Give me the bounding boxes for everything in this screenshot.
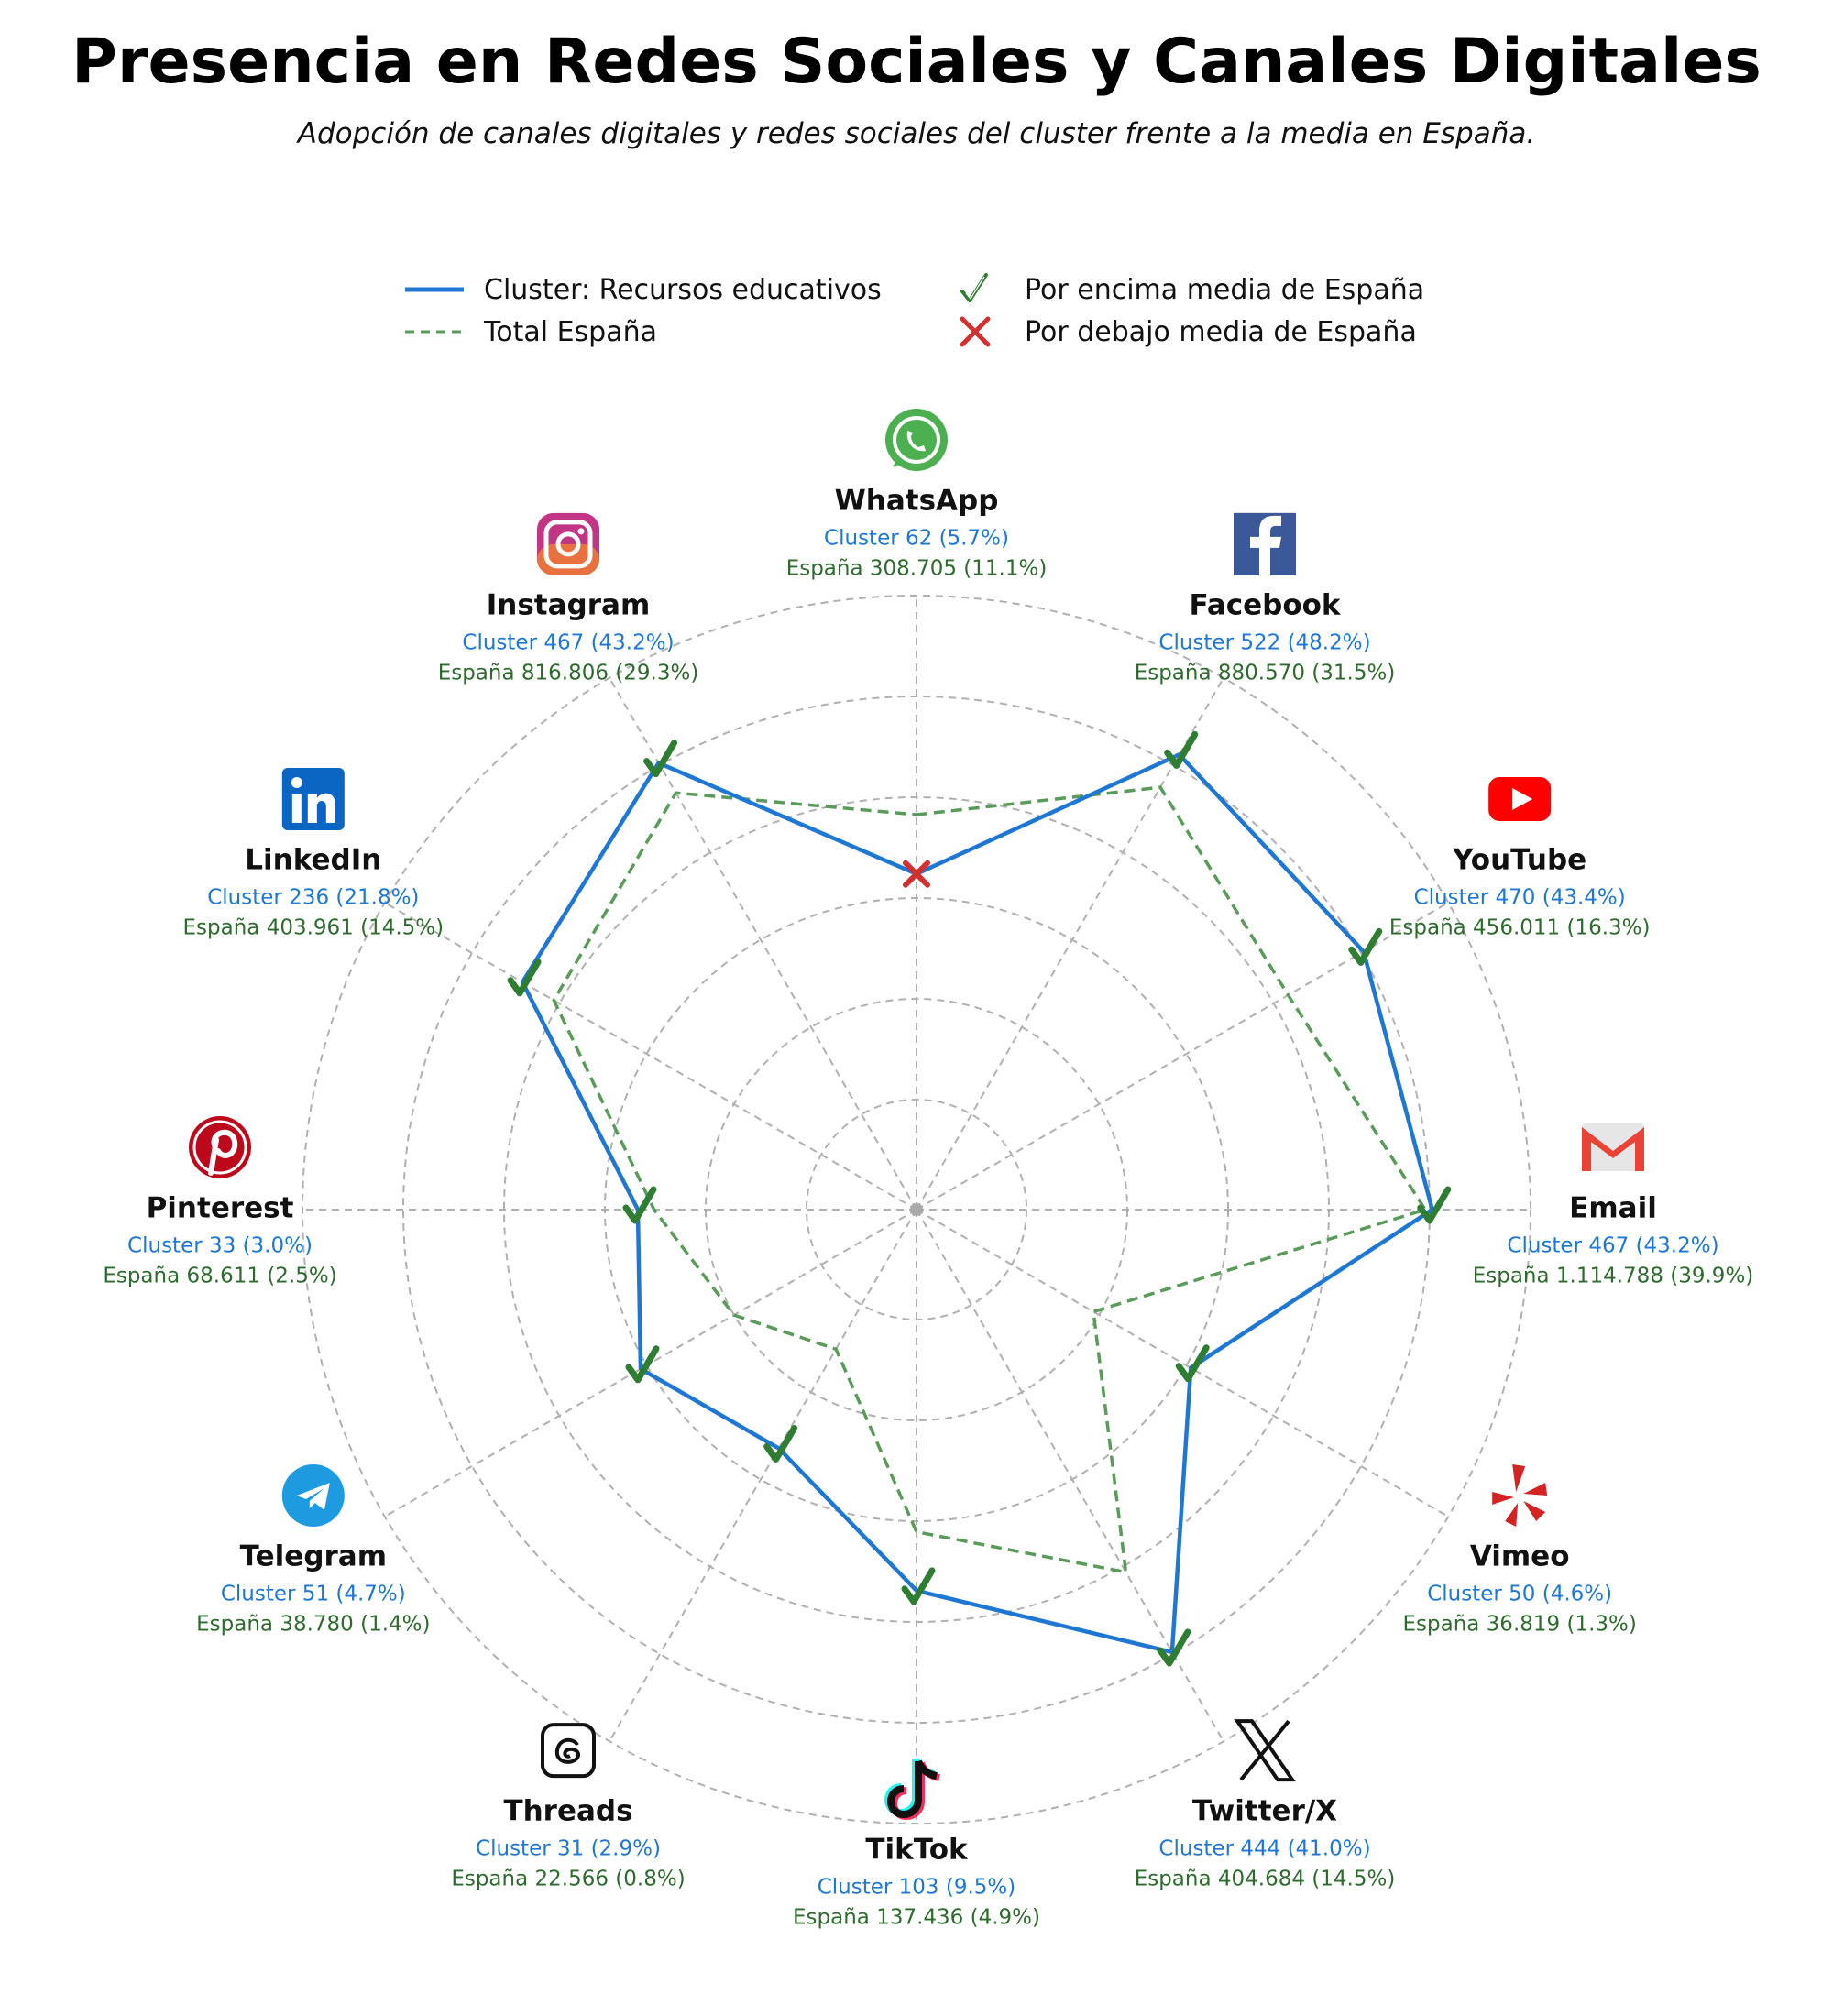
whatsapp-icon [885, 409, 948, 471]
cluster-value-label: Cluster 236 (21.8%) [207, 885, 420, 910]
linkedin-icon [282, 768, 345, 830]
axis-label-telegram [196, 1464, 430, 1637]
legend-label-spain: Total España [484, 315, 658, 348]
instagram-icon [537, 513, 599, 575]
cluster-value-label: Cluster 31 (2.9%) [476, 1836, 661, 1861]
telegram-icon [282, 1464, 345, 1527]
grid-spoke [385, 903, 916, 1210]
threads-icon [543, 1725, 594, 1776]
spain-value-label: España 22.566 (0.8%) [451, 1867, 686, 1891]
grid-spoke [916, 1210, 1224, 1741]
facebook-icon [1234, 513, 1296, 575]
marker-above-tiktok [905, 1571, 932, 1602]
yelp-icon [1492, 1464, 1547, 1527]
cluster-value-label: Cluster 444 (41.0%) [1158, 1836, 1371, 1861]
radar-series [522, 754, 1432, 1652]
spain-value-label: España 38.780 (1.4%) [196, 1612, 431, 1637]
axis-label-yelp [1402, 1464, 1636, 1637]
cluster-value-label: Cluster 467 (43.2%) [1507, 1233, 1719, 1258]
email-icon [1582, 1123, 1644, 1171]
category-label: YouTube [1453, 843, 1587, 877]
category-label: Vimeo [1469, 1539, 1570, 1573]
category-label: Instagram [486, 588, 651, 622]
axis-label-pinterest [103, 1116, 336, 1288]
cluster-value-label: Cluster 50 (4.6%) [1427, 1582, 1613, 1606]
axis-label-youtube [1389, 777, 1651, 940]
legend-label-cluster: Cluster: Recursos educativos [484, 273, 882, 306]
grid-spoke [609, 678, 916, 1210]
spain-value-label: España 68.611 (2.5%) [103, 1264, 337, 1288]
cluster-value-label: Cluster 470 (43.4%) [1413, 885, 1626, 910]
category-label: LinkedIn [245, 843, 382, 877]
axis-label-facebook [1135, 513, 1396, 685]
spain-value-label: España 404.684 (14.5%) [1134, 1867, 1396, 1891]
pinterest-icon [189, 1116, 251, 1178]
radar-center [910, 1203, 923, 1216]
radar-grid [302, 596, 1531, 1824]
spain-value-label: España 456.011 (16.3%) [1388, 915, 1651, 940]
grid-spoke [609, 1210, 916, 1741]
series-line-spain [554, 787, 1425, 1572]
spain-value-label: España 1.114.788 (39.9%) [1472, 1264, 1754, 1288]
category-label: Pinterest [146, 1191, 294, 1225]
tiktok-icon [888, 1759, 939, 1816]
category-label: Threads [503, 1794, 633, 1828]
legend-label-above: Por encima media de España [1025, 273, 1425, 306]
cluster-value-label: Cluster 103 (9.5%) [817, 1875, 1016, 1900]
axis-label-threads [451, 1725, 685, 1890]
spain-value-label: España 403.961 (14.5%) [182, 915, 445, 940]
axis-label-tiktok [793, 1759, 1040, 1930]
category-label: TikTok [865, 1833, 968, 1867]
axis-label-instagram [438, 513, 699, 685]
spain-value-label: España 36.819 (1.3%) [1402, 1612, 1637, 1637]
spain-value-label: España 137.436 (4.9%) [793, 1905, 1040, 1930]
chart-subtitle: Adopción de canales digitales y redes sociales del cluster frente a la media en España. [297, 117, 1536, 150]
cluster-value-label: Cluster 467 (43.2%) [462, 630, 675, 655]
radar-markers [510, 734, 1448, 1663]
category-label: Telegram [239, 1539, 388, 1573]
x-icon [1237, 1721, 1292, 1780]
spain-value-label: España 308.705 (11.1%) [785, 556, 1048, 581]
spain-value-label: España 816.806 (29.3%) [437, 661, 699, 685]
cluster-value-label: Cluster 522 (48.2%) [1158, 630, 1371, 655]
cluster-value-label: Cluster 33 (3.0%) [127, 1233, 313, 1258]
legend-label-below: Por debajo media de España [1025, 315, 1417, 348]
category-label: WhatsApp [834, 484, 999, 518]
series-line-cluster [522, 754, 1432, 1652]
youtube-icon [1488, 777, 1551, 821]
axis-label-whatsapp [786, 409, 1048, 581]
cluster-value-label: Cluster 51 (4.7%) [220, 1582, 406, 1606]
marker-above-youtube [1352, 931, 1379, 962]
axis-label-x [1135, 1721, 1396, 1890]
axis-label-email [1473, 1123, 1754, 1288]
marker-above-email [1421, 1189, 1448, 1221]
spain-value-label: España 880.570 (31.5%) [1134, 661, 1396, 685]
category-label: Twitter/X [1191, 1794, 1338, 1828]
cluster-value-label: Cluster 62 (5.7%) [824, 526, 1009, 551]
radar-labels [103, 409, 1753, 1930]
chart-title: Presencia en Redes Sociales y Canales Digitales [71, 26, 1762, 98]
category-label: Facebook [1189, 588, 1341, 622]
category-label: Email [1569, 1191, 1657, 1225]
marker-above-yelp [1179, 1348, 1206, 1379]
